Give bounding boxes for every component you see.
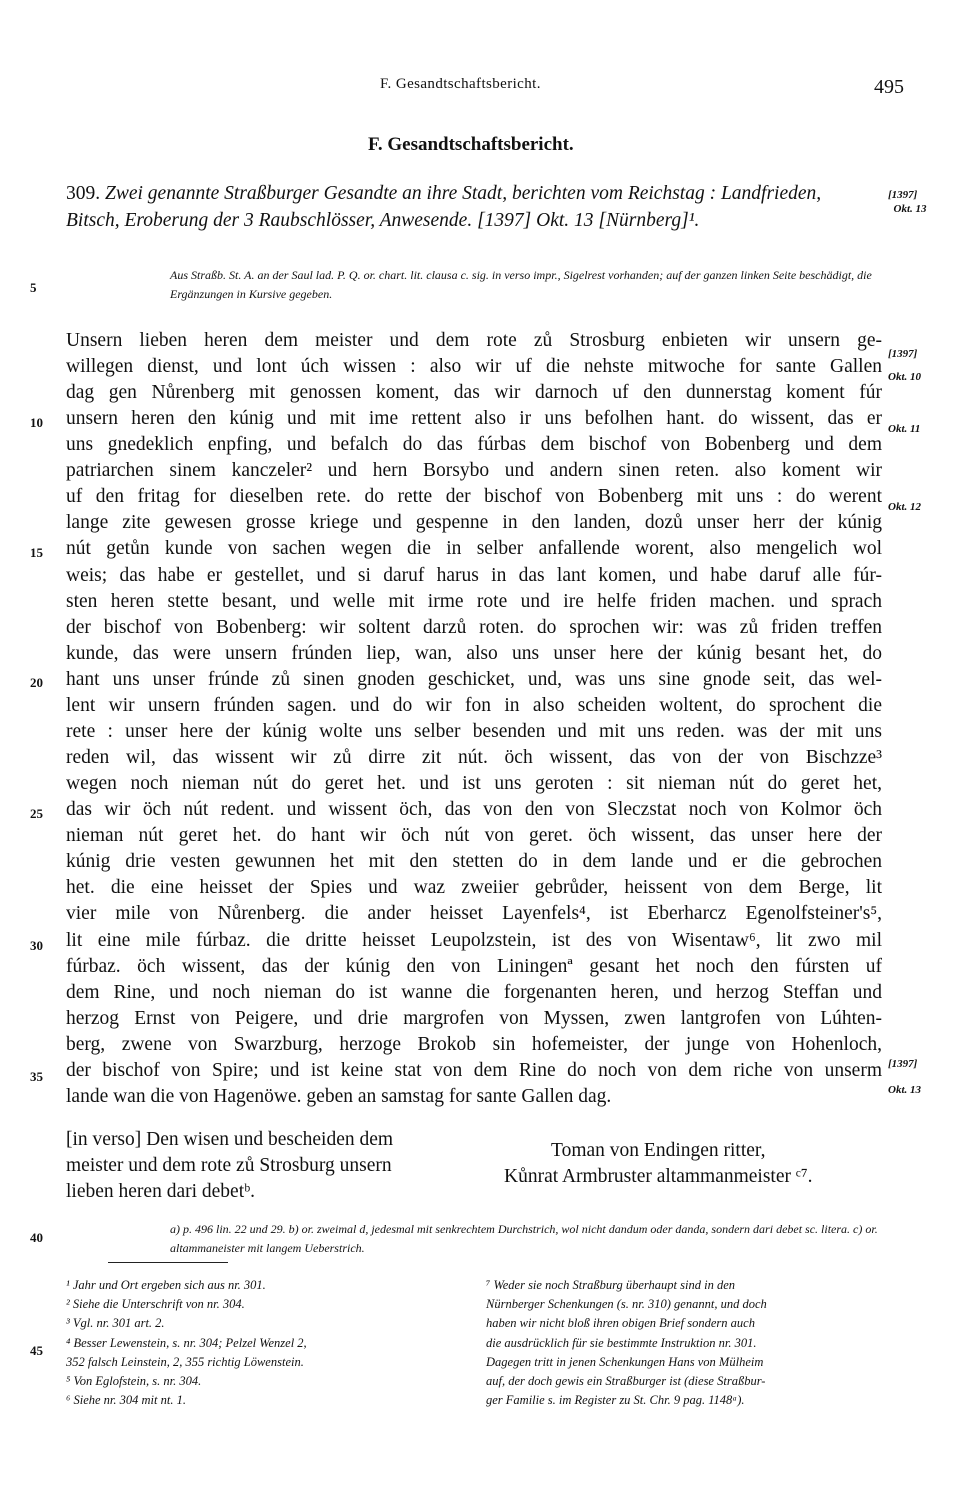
body-line: kunde, das were unsern frúnden liep, wan, also uns unser here der kúnig besant het, do xyxy=(66,643,882,664)
footnote: ger Familie s. im Register zu St. Chr. 9 pag. 1148ᵃ). xyxy=(486,1393,745,1408)
signature-line: Kůnrat Armbruster altammanmeister ᶜ⁷. xyxy=(504,1166,813,1187)
line-number: 35 xyxy=(30,1069,43,1084)
body-line: het. die eine heisset der Spies und waz zweiier gebrůder, heissent von dem Berge, lit xyxy=(66,877,882,898)
address-line: lieben heren dari debetᵇ. xyxy=(66,1181,256,1202)
body-line: vier mile von Nůrenberg. die ander heisset Layenfels⁴, ist Eberharcz Egenolfsteiner's⁵, xyxy=(66,903,882,924)
body-line: fúrbaz. öch wissent, das der kúnig den von Liningenª gesant het noch den fúrsten uf xyxy=(66,956,882,977)
body-line: patriarchen sinem kanczeler² und hern Borsybo und andern sinen reten. also koment wir xyxy=(66,460,882,481)
line-number: 5 xyxy=(30,280,37,295)
address-line: meister und dem rote zů Strosburg unsern xyxy=(66,1155,392,1176)
footnote: Nürnberger Schenkungen (s. nr. 310) genannt, und doch xyxy=(486,1297,767,1312)
body-line: berg, zwene von Swarzburg, herzoge Brokob sin hofemeister, der junge von Hohenloch, xyxy=(66,1034,882,1055)
body-line: der bischof von Bobenberg: wir soltent darzů roten. do sprochen wir: was zů friden treffen xyxy=(66,617,882,638)
line-number: 25 xyxy=(30,806,43,821)
footnote: auf, der doch gewis ein Straßburger ist (diese Straßbur- xyxy=(486,1374,766,1389)
line-number: 40 xyxy=(30,1230,43,1245)
signature-line: Toman von Endingen ritter, xyxy=(551,1140,766,1161)
body-line: unsern heren den kúnig und mit ime rettent also ir uns befolhen hant. do wissent, das er xyxy=(66,408,882,429)
footnote: 352 falsch Leinstein, 2, 355 richtig Löwenstein. xyxy=(66,1354,304,1369)
footnote: haben wir nicht bloß ihren obigen Brief sondern auch xyxy=(486,1316,755,1331)
body-line: wegen noch nieman nút do geret het. und ist uns geroten : sit nieman nút do geret het, xyxy=(66,773,882,794)
footnote: ⁵ Von Eglofstein, s. nr. 304. xyxy=(66,1374,202,1389)
footnote: ⁷ Weder sie noch Straßburg überhaupt sind in den xyxy=(486,1278,736,1292)
body-line: reden wil, das wissent wir zů dirre zit nút. öch wissent, das von der von Bischzze³ xyxy=(66,747,882,768)
line-number: 30 xyxy=(30,938,43,953)
body-line: lent wir unsern frúnden sagen. und do wir fon in also scheiden woltent, do sprochent die xyxy=(66,695,882,716)
footnote-divider xyxy=(108,1262,228,1263)
footnote: ¹ Jahr und Ort ergeben sich aus nr. 301. xyxy=(66,1278,266,1292)
body-line: Unsern lieben heren dem meister und dem rote zů Strosburg enbieten wir unsern ge- xyxy=(66,330,882,351)
margin-date-note: Okt. 13 xyxy=(888,1084,921,1096)
source-note: Aus Straßb. St. A. an der Saul lad. P. Q. or. chart. lit. clausa c. sig. in verso impr., Sigelrest vorhanden; auf der ganzen linken Seite beschädigt, die Ergänzungen in Kursive gegeben. xyxy=(170,268,872,301)
footnote: Dagegen tritt in jenen Schenkungen Hans von Mülheim xyxy=(486,1354,764,1369)
body-line: lande wan die von Hagenöwe. geben an samstag for sante Gallen dag. xyxy=(66,1086,612,1107)
address-line: [in verso] Den wisen und bescheiden dem xyxy=(66,1129,394,1150)
critical-apparatus: a) p. 496 lin. 22 und 29. b) or. zweimal d, jedesmal mit senkrechtem Durchstrich, wol nicht dandum oder danda, sondern dari debet sc. litera. c) or. altammaneister mit langem Ueberstrich. xyxy=(170,1222,878,1255)
document-heading-text: Zwei genannte Straßburger Gesandte an ihre Stadt, berichten vom Reichstag : Landfrieden, Bitsch, Eroberung der 3 Raubschlösser, Anwesende. [1397] Okt. 13 [Nürnberg]¹. xyxy=(66,183,822,231)
footnote: die ausdrücklich für sie bestimmte Instruktion nr. 301. xyxy=(486,1335,757,1350)
body-line: der bischof von Spire; und ist keine stat von dem Rine do noch von dem riche von unserm xyxy=(66,1060,882,1081)
footnote: ² Siehe die Unterschrift von nr. 304. xyxy=(66,1297,245,1312)
body-line: willegen dienst, und lont úch wissen : also wir uf die nehste mitwoche for sante Gallen xyxy=(66,356,882,377)
footnote: ⁶ Siehe nr. 304 mit nt. 1. xyxy=(66,1393,186,1408)
section-title: F. Gesandtschaftsbericht. xyxy=(368,134,574,155)
footnote: ⁴ Besser Lewenstein, s. nr. 304; Pelzel Wenzel 2, xyxy=(66,1335,307,1350)
body-line: sten heren stette besant, und welle mit irme rote und ire helfe friden machen. und sprach xyxy=(66,591,882,612)
document-number: 309. xyxy=(66,183,101,204)
page-number: 495 xyxy=(874,76,904,98)
body-line: weis; das habe er gestellet, und si daruf harus in das lant komen, und habe daruf alle fúr- xyxy=(66,565,882,586)
line-number: 20 xyxy=(30,675,43,690)
signature-block xyxy=(504,1138,813,1190)
body-line: nút getůn kunde von sachen wegen die in selber anfallende worent, also mengelich wol xyxy=(66,538,882,559)
body-line: nieman nút geret het. do hant wir öch nút von geret. öch wissent, das unser here der xyxy=(66,825,882,846)
margin-date-note: [1397] xyxy=(888,348,918,360)
margin-date-note: Okt. 12 xyxy=(888,501,921,513)
body-line: dag gen Nůrenberg mit genossen koment, das wir darnoch uf den dunnerstag koment fúr xyxy=(66,382,882,403)
line-number: 45 xyxy=(30,1343,43,1358)
margin-date-note: [1397] Okt. 13 xyxy=(888,189,927,215)
body-line: das wir öch nút redent. und wissent öch, das von den von Sleczstat noch von Kolmor öch xyxy=(66,799,882,820)
line-number: 10 xyxy=(30,415,43,430)
document-heading xyxy=(66,180,876,234)
footnotes-right-column xyxy=(486,1276,884,1410)
body-line: kúnig drie vesten gewunnen het mit den stetten do in dem lande und er die gebrochen xyxy=(66,851,882,872)
margin-date-note: Okt. 11 xyxy=(888,423,921,435)
running-head: F. Gesandtschaftsbericht. xyxy=(380,76,541,92)
body-line: rete : unser here der kúnig wolte uns selber besenden und mit uns reden. was der mit uns xyxy=(66,721,882,742)
body-line: hant uns unser frúnde zů sinen gnoden geschicket, und, was uns sine gnode seit, das wel- xyxy=(66,669,882,690)
margin-date-note: Okt. 10 xyxy=(888,371,921,383)
footnotes-left-column xyxy=(66,1276,450,1410)
address-block xyxy=(66,1127,393,1205)
line-number: 15 xyxy=(30,545,43,560)
body-line: dem Rine, und noch nieman do ist wanne die forgenanten heren, und herzog Steffan und xyxy=(66,982,882,1003)
body-line: lange zite gewesen grosse kriege und gespenne in den landen, dozů unser herr der kúnig xyxy=(66,512,882,533)
body-line: herzog Ernst von Peigere, und drie margrofen von Myssen, zwen lantgrofen von Lúhten- xyxy=(66,1008,882,1029)
footnote: ³ Vgl. nr. 301 art. 2. xyxy=(66,1316,165,1331)
body-line: lit eine mile fúrbaz. die dritte heisset Leupolzstein, ist des von Wisentaw⁶, lit zwo mil xyxy=(66,930,882,951)
body-line: uf den fritag for dieselben rete. do rette der bischof von Bobenberg mit uns : do werent xyxy=(66,486,882,507)
margin-date-note: [1397] xyxy=(888,1058,918,1070)
body-line: uns gnedeklich enpfing, und befalch do das fúrbas dem bischof von Bobenberg und dem xyxy=(66,434,882,455)
